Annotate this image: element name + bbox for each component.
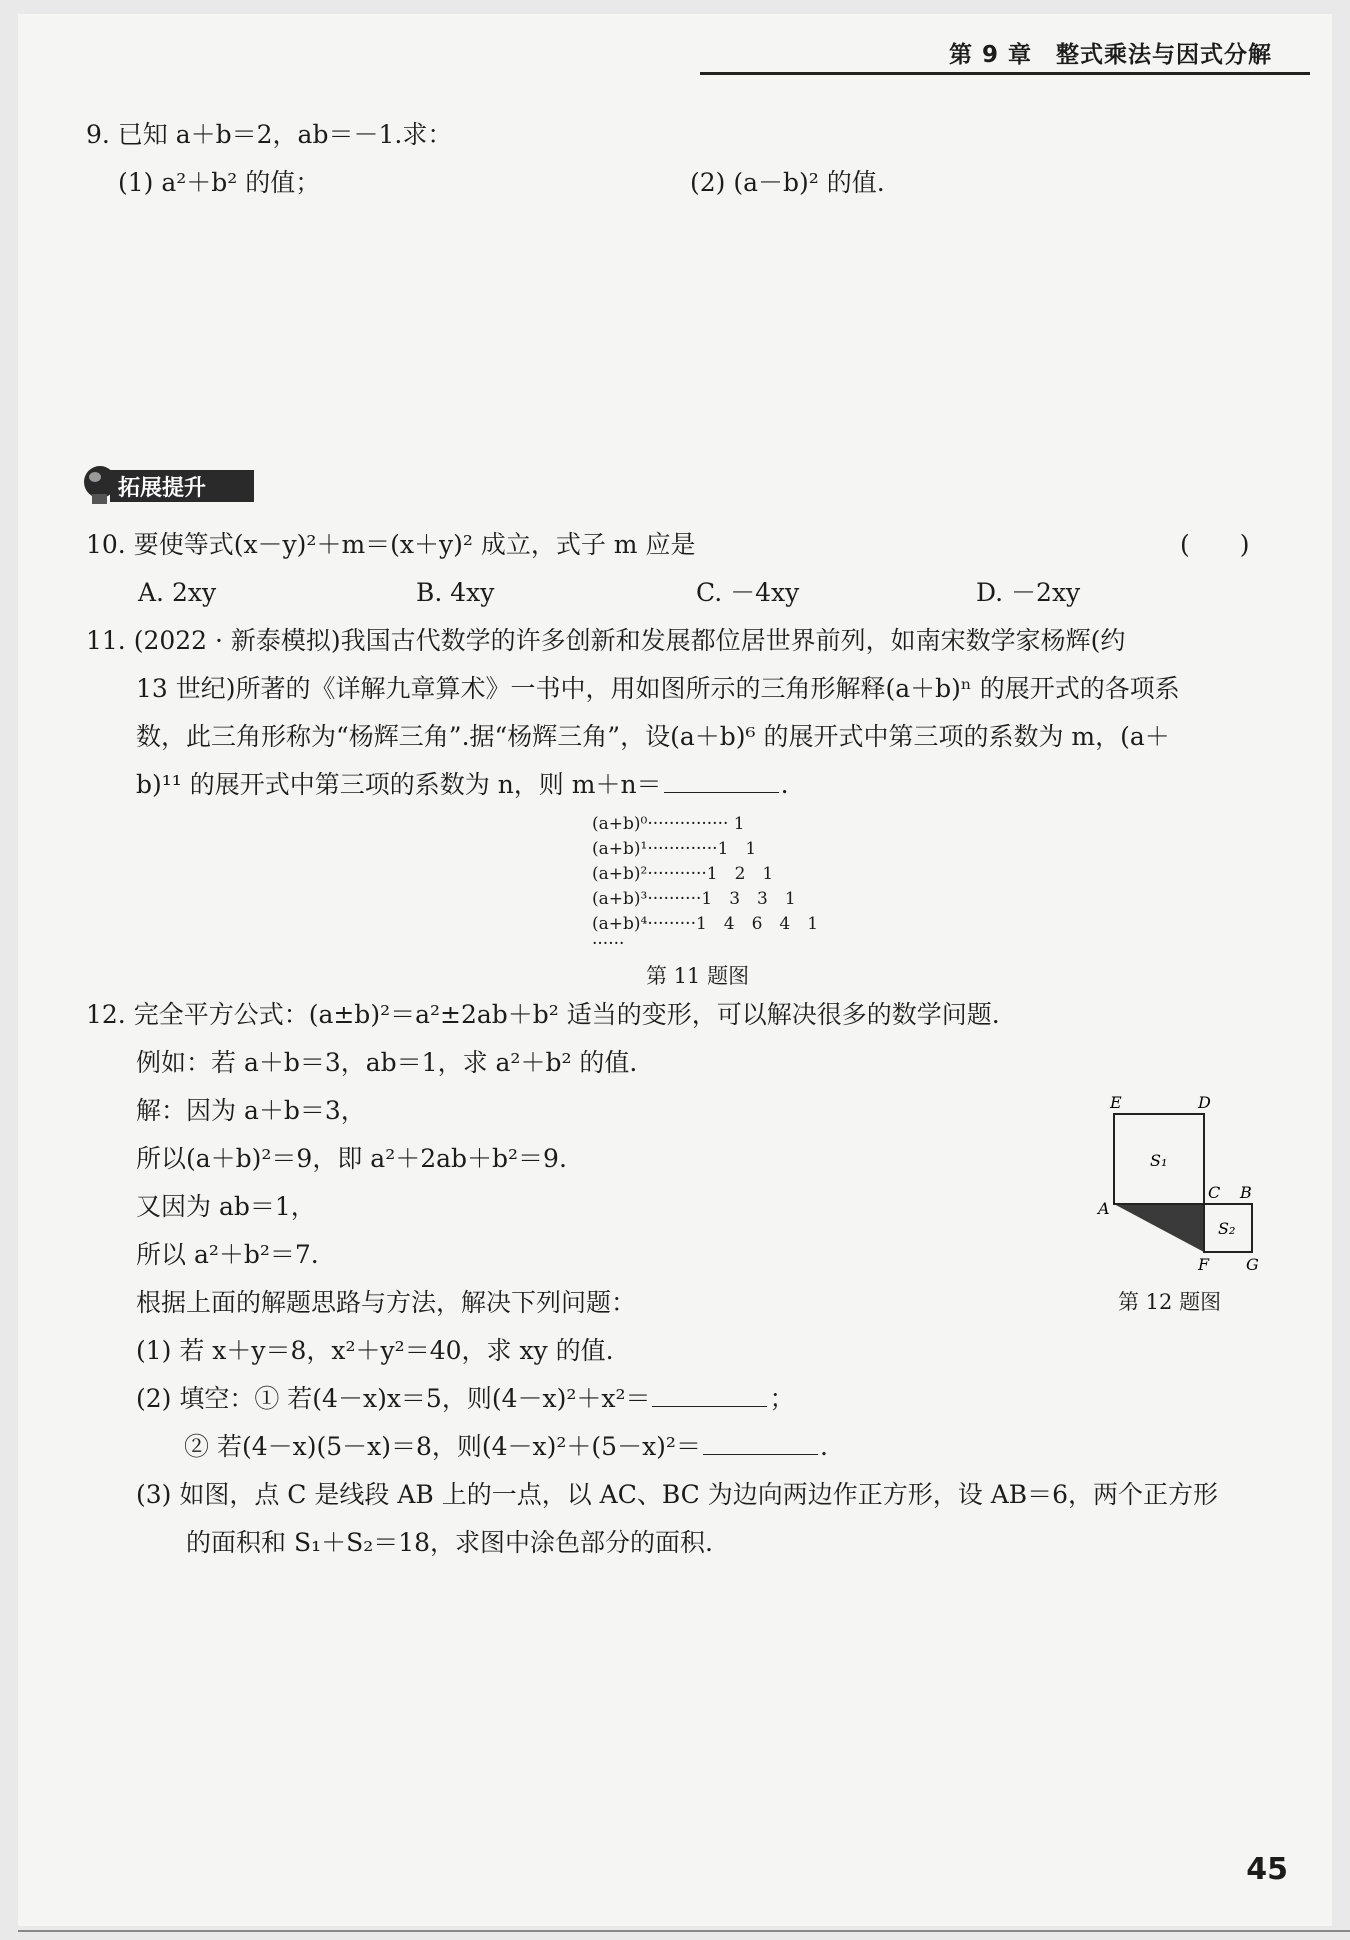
- q12-part2a-text: (2) 填空：① 若(4－x)x＝5，则(4－x)²＋x²＝: [136, 1384, 651, 1413]
- triangle-row: (a+b)²···········1 2 1: [592, 864, 774, 884]
- shaded-region: [1114, 1204, 1204, 1252]
- label-a: A: [1098, 1199, 1110, 1218]
- section-header: [72, 466, 257, 506]
- q11-line1: 11. (2022 · 新泰模拟)我国古代数学的许多创新和发展都位居世界前列，如南宋数学家杨辉(约: [86, 626, 1126, 655]
- q9-stem: 9. 已知 a＋b＝2，ab＝－1.求：: [86, 120, 453, 149]
- section-label: 拓展提升: [118, 476, 207, 501]
- q12-figure: [1090, 1090, 1280, 1280]
- q10-option-a: A. 2xy: [138, 578, 217, 607]
- triangle-row: (a+b)⁰··············· 1: [592, 814, 745, 834]
- label-c: C: [1208, 1183, 1221, 1202]
- q12-part2a: [136, 1382, 795, 1416]
- answer-blank: [652, 1382, 767, 1407]
- q11-line4: [136, 768, 789, 802]
- bottom-rule: [18, 1930, 1350, 1932]
- label-e: E: [1110, 1093, 1122, 1112]
- q12-solution-3: 又因为 ab＝1，: [136, 1192, 316, 1221]
- q10-option-d: D. －2xy: [976, 578, 1081, 607]
- yang-hui-triangle: [592, 812, 819, 954]
- label-s2: S₂: [1218, 1219, 1236, 1238]
- q12-part2b-text: ② 若(4－x)(5－x)＝8，则(4－x)²＋(5－x)²＝: [184, 1432, 701, 1461]
- q12-part2b: [184, 1430, 828, 1464]
- q10-stem: 10. 要使等式(x－y)²＋m＝(x＋y)² 成立，式子 m 应是: [86, 530, 696, 559]
- triangle-row: ······: [592, 934, 625, 954]
- triangle-row: (a+b)³··········1 3 3 1: [592, 889, 796, 909]
- q12-solution-2: 所以(a＋b)²＝9，即 a²＋2ab＋b²＝9.: [136, 1144, 567, 1173]
- q12-solution-4: 所以 a²＋b²＝7.: [136, 1240, 319, 1269]
- label-s1: S₁: [1150, 1151, 1168, 1170]
- q11-line4-text: b)¹¹ 的展开式中第三项的系数为 n，则 m＋n＝: [136, 770, 662, 799]
- q12-caption: 第 12 题图: [1118, 1290, 1222, 1314]
- q12-instruction: 根据上面的解题思路与方法，解决下列问题：: [136, 1288, 637, 1317]
- q12-part2b-end: .: [819, 1432, 828, 1461]
- chapter-title: 第 9 章 整式乘法与因式分解: [948, 42, 1272, 68]
- q11-line3: 数，此三角形称为“杨辉三角”.据“杨辉三角”，设(a＋b)⁶ 的展开式中第三项的系数为 m，(a＋: [136, 722, 1170, 751]
- triangle-row: (a+b)⁴·········1 4 6 4 1: [592, 914, 819, 934]
- q12-solution-1: 解：因为 a＋b＝3，: [136, 1096, 366, 1125]
- q10-option-b: B. 4xy: [416, 578, 495, 607]
- q11-caption: 第 11 题图: [646, 964, 750, 988]
- label-f: F: [1198, 1255, 1210, 1274]
- label-b: B: [1240, 1183, 1252, 1202]
- q12-example: 例如：若 a＋b＝3，ab＝1，求 a²＋b² 的值.: [136, 1048, 638, 1077]
- q12-line1: 12. 完全平方公式：(a±b)²＝a²±2ab＋b² 适当的变形，可以解决很多的数学问题.: [86, 1000, 1000, 1029]
- label-d: D: [1198, 1093, 1211, 1112]
- page-number: 45: [1246, 1852, 1288, 1887]
- q10-bracket: ( ): [1180, 530, 1250, 559]
- q12-part3-line2: 的面积和 S₁＋S₂＝18，求图中涂色部分的面积.: [186, 1528, 714, 1557]
- triangle-row: (a+b)¹·············1 1: [592, 839, 757, 859]
- q11-line4-end: .: [780, 770, 789, 799]
- label-g: G: [1246, 1255, 1259, 1274]
- q12-part1: (1) 若 x＋y＝8，x²＋y²＝40，求 xy 的值.: [136, 1336, 614, 1365]
- q9-part1: (1) a²＋b² 的值；: [118, 168, 321, 197]
- answer-blank: [703, 1430, 818, 1455]
- q11-line2: 13 世纪)所著的《详解九章算术》一书中，用如图所示的三角形解释(a＋b)ⁿ 的展开式的各项系: [136, 674, 1180, 703]
- answer-blank: [664, 768, 779, 793]
- q9-part2: (2) (a－b)² 的值.: [690, 168, 885, 197]
- header-rule: [700, 72, 1310, 75]
- q10-option-c: C. －4xy: [696, 578, 800, 607]
- q12-part3-line1: (3) 如图，点 C 是线段 AB 上的一点，以 AC、BC 为边向两边作正方形，设 AB＝6，两个正方形: [136, 1480, 1219, 1509]
- q12-part2a-end: ；: [769, 1384, 795, 1413]
